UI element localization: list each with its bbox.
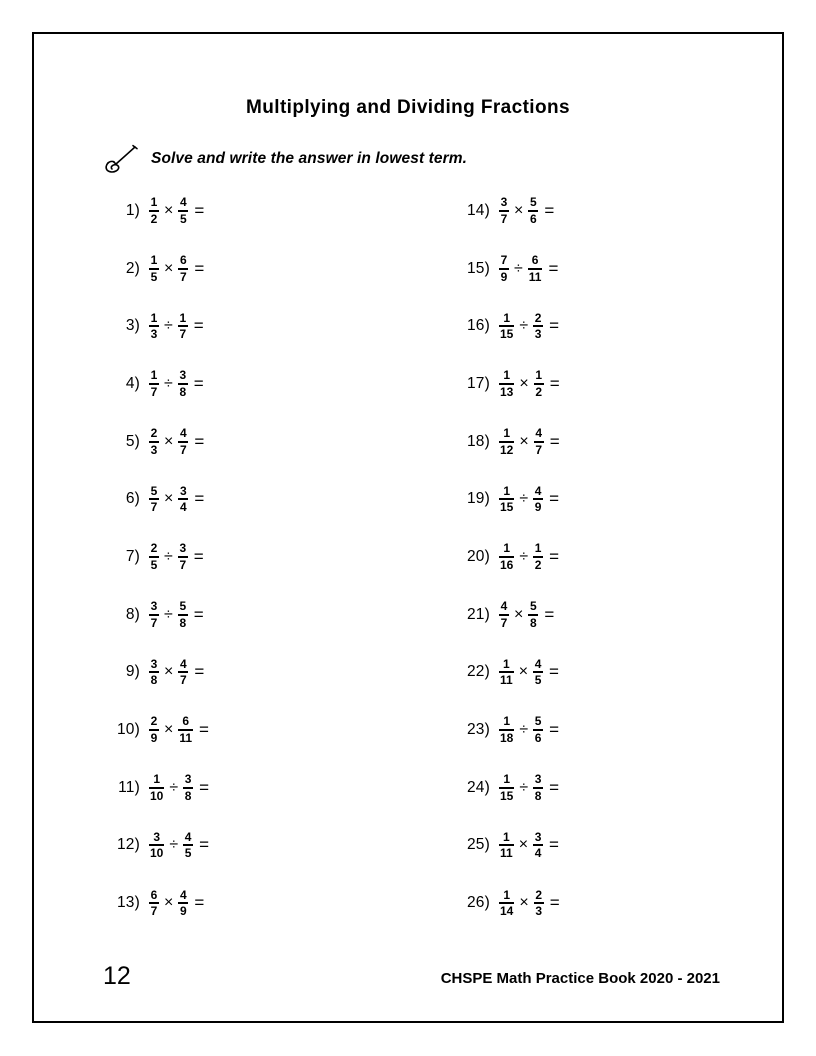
fraction-first	[149, 542, 159, 571]
problem-row	[448, 759, 560, 817]
problem-row	[448, 644, 560, 702]
fraction-first-numerator: 1	[503, 310, 511, 325]
operator-sign: ×	[164, 663, 174, 681]
problem-row	[448, 355, 560, 413]
fraction-second-denominator: 7	[180, 442, 187, 457]
equals-sign: =	[199, 835, 210, 855]
fraction-first-numerator: 3	[500, 195, 508, 210]
fraction-first	[499, 312, 514, 341]
fraction-second-denominator: 2	[534, 557, 542, 572]
fraction-first-numerator: 1	[150, 252, 158, 267]
problem-row	[98, 355, 209, 413]
fraction-first	[149, 254, 159, 283]
fraction-second	[178, 658, 188, 687]
fraction-first	[499, 485, 514, 514]
operator-sign: ÷	[164, 547, 173, 565]
fraction-first-denominator: 15	[500, 500, 514, 515]
fraction-second	[183, 831, 193, 860]
problem-number: 1)	[125, 201, 140, 219]
operator-sign: ÷	[169, 778, 179, 796]
fraction-second-numerator: 4	[534, 483, 542, 498]
equals-sign: =	[193, 604, 204, 624]
fraction-first-denominator: 15	[500, 327, 514, 342]
fraction-second-numerator: 3	[184, 772, 192, 787]
problem-row	[448, 817, 560, 875]
equals-sign: =	[549, 546, 560, 566]
fraction-second-numerator: 3	[179, 541, 187, 556]
operator-sign: ×	[519, 894, 529, 912]
fraction-first	[149, 773, 164, 802]
fraction-second-denominator: 8	[534, 788, 542, 803]
problem-number: 13)	[116, 894, 140, 912]
problem-number: 7)	[125, 547, 140, 565]
fraction-first	[149, 427, 159, 456]
fraction-second-denominator: 3	[535, 904, 543, 919]
fraction-first-denominator: 11	[500, 673, 513, 688]
problem-number: 23)	[466, 721, 490, 739]
fraction-second-numerator: 4	[180, 426, 187, 440]
fraction-first	[499, 427, 514, 456]
problem-number: 24)	[466, 778, 490, 796]
fraction-second-denominator: 6	[530, 211, 537, 226]
problem-number: 20)	[466, 547, 490, 565]
fraction-first-numerator: 1	[153, 772, 161, 787]
operator-sign: ×	[518, 836, 529, 854]
problems-column-left	[98, 182, 209, 932]
problem-row	[98, 528, 209, 586]
fraction-second-numerator: 5	[534, 714, 542, 729]
fraction-first	[149, 369, 159, 398]
fraction-first	[499, 542, 514, 571]
instruction-row	[104, 144, 467, 174]
fraction-first-denominator: 7	[150, 500, 158, 515]
operator-sign: ×	[514, 201, 524, 219]
problem-row	[98, 701, 209, 759]
operator-sign: ×	[164, 490, 174, 508]
problem-number: 15)	[466, 259, 490, 277]
fraction-second-denominator: 3	[534, 327, 542, 342]
equals-sign: =	[549, 316, 560, 336]
operator-sign: ×	[164, 894, 174, 912]
fraction-second	[533, 542, 543, 571]
problem-number: 25)	[466, 836, 490, 854]
fraction-second-numerator: 6	[182, 714, 190, 729]
equals-sign: =	[549, 720, 560, 740]
fraction-second-numerator: 3	[180, 483, 187, 498]
fraction-second	[533, 773, 543, 802]
fraction-second	[178, 312, 188, 341]
fraction-second-numerator: 6	[180, 252, 187, 267]
operator-sign: ×	[164, 259, 174, 277]
problem-row	[98, 182, 209, 240]
fraction-second	[178, 485, 188, 514]
fraction-second-denominator: 8	[184, 788, 192, 803]
page-title: Multiplying and Dividing Fractions	[246, 97, 570, 118]
fraction-second-denominator: 5	[180, 211, 187, 226]
fraction-first	[149, 312, 159, 341]
fraction-second-denominator: 4	[180, 500, 187, 515]
problem-number: 11)	[118, 778, 140, 796]
problem-row	[98, 759, 209, 817]
fraction-first	[149, 485, 159, 514]
fraction-second-numerator: 5	[530, 599, 537, 614]
equals-sign: =	[194, 200, 205, 220]
fraction-first-denominator: 15	[500, 788, 514, 803]
fraction-second-numerator: 5	[530, 195, 537, 210]
problem-row	[448, 182, 560, 240]
equals-sign: =	[544, 200, 555, 220]
fraction-first-denominator: 12	[500, 442, 514, 457]
fraction-first-numerator: 1	[503, 772, 511, 787]
operator-sign: ÷	[164, 317, 173, 335]
fraction-first-denominator: 2	[150, 211, 158, 226]
writing-hand-icon	[104, 144, 140, 174]
problem-number: 5)	[125, 432, 140, 450]
equals-sign: =	[194, 431, 205, 451]
problem-number: 10)	[116, 721, 140, 739]
problem-number: 3)	[125, 317, 140, 335]
problem-number: 18)	[466, 432, 490, 450]
fraction-first-denominator: 18	[500, 731, 514, 746]
problem-number: 16)	[466, 317, 490, 335]
equals-sign: =	[548, 258, 559, 278]
fraction-second-denominator: 11	[528, 269, 542, 284]
problem-number: 12)	[116, 836, 140, 854]
fraction-first-numerator: 1	[503, 714, 511, 729]
footer-book-title: CHSPE Math Practice Book 2020 - 2021	[440, 970, 720, 987]
fraction-first-denominator: 8	[150, 673, 158, 688]
fraction-second	[178, 427, 188, 456]
fraction-first-denominator: 13	[500, 384, 514, 399]
problem-row	[98, 817, 209, 875]
fraction-first-numerator: 5	[150, 483, 158, 498]
problem-row	[448, 874, 560, 932]
fraction-second-numerator: 2	[535, 887, 543, 902]
fraction-second-numerator: 4	[180, 656, 187, 671]
fraction-second-denominator: 9	[534, 500, 542, 515]
fraction-first-denominator: 10	[150, 788, 164, 803]
equals-sign: =	[549, 777, 560, 797]
fraction-second	[528, 196, 538, 225]
problem-row	[98, 586, 209, 644]
operator-sign: ×	[164, 432, 174, 450]
fraction-second-denominator: 7	[535, 442, 543, 457]
operator-sign: ÷	[169, 836, 179, 854]
problem-number: 22)	[466, 663, 490, 681]
fraction-second-numerator: 4	[534, 656, 542, 671]
fraction-first	[499, 658, 514, 687]
fraction-second-denominator: 7	[179, 327, 187, 342]
problem-row	[448, 701, 560, 759]
fraction-second-numerator: 4	[535, 426, 543, 440]
fraction-second-denominator: 9	[180, 904, 187, 919]
fraction-second-denominator: 11	[179, 731, 193, 746]
fraction-first	[499, 773, 514, 802]
fraction-first-numerator: 1	[503, 829, 510, 844]
fraction-first	[149, 196, 159, 225]
equals-sign: =	[549, 373, 560, 393]
fraction-first-numerator: 7	[500, 252, 508, 267]
fraction-second-numerator: 4	[180, 195, 187, 210]
fraction-first-denominator: 5	[150, 269, 158, 284]
equals-sign: =	[549, 893, 560, 913]
problem-number: 4)	[125, 374, 140, 392]
problem-row	[98, 240, 209, 298]
fraction-second	[528, 600, 538, 629]
fraction-first-numerator: 1	[503, 426, 511, 440]
equals-sign: =	[194, 489, 205, 509]
fraction-first-numerator: 4	[500, 599, 508, 614]
fraction-second	[178, 254, 188, 283]
fraction-second	[533, 831, 543, 860]
fraction-second-denominator: 8	[179, 615, 187, 630]
operator-sign: ×	[518, 663, 529, 681]
problem-row	[448, 586, 560, 644]
fraction-second	[178, 715, 193, 744]
equals-sign: =	[194, 662, 205, 682]
fraction-second-denominator: 6	[534, 731, 542, 746]
fraction-second-denominator: 5	[184, 846, 192, 861]
equals-sign: =	[199, 720, 209, 740]
fraction-second-numerator: 1	[179, 310, 187, 325]
fraction-first-numerator: 1	[150, 310, 158, 325]
problem-number: 8)	[125, 605, 140, 623]
fraction-first	[149, 831, 164, 860]
fraction-second	[533, 485, 543, 514]
fraction-first-numerator: 2	[150, 714, 158, 729]
fraction-first-denominator: 16	[500, 557, 514, 572]
fraction-first-denominator: 10	[150, 846, 164, 861]
fraction-first	[149, 715, 159, 744]
equals-sign: =	[544, 604, 555, 624]
problem-row	[98, 470, 209, 528]
fraction-first-numerator: 2	[150, 541, 158, 556]
fraction-second	[178, 889, 188, 918]
fraction-first-denominator: 14	[500, 904, 514, 919]
equals-sign: =	[549, 431, 560, 451]
fraction-first	[499, 254, 509, 283]
operator-sign: ÷	[164, 605, 173, 623]
fraction-second-denominator: 5	[534, 673, 542, 688]
operator-sign: ×	[514, 605, 524, 623]
fraction-second-numerator: 4	[180, 887, 187, 902]
operator-sign: ÷	[519, 778, 529, 796]
fraction-second-numerator: 3	[534, 772, 542, 787]
problem-row	[448, 240, 560, 298]
problem-number: 2)	[125, 259, 140, 277]
fraction-first	[499, 831, 514, 860]
problem-row	[448, 528, 560, 586]
problem-number: 9)	[125, 663, 140, 681]
fraction-second-numerator: 3	[179, 368, 187, 383]
fraction-first-numerator: 3	[150, 599, 158, 614]
fraction-first-numerator: 1	[150, 195, 158, 210]
fraction-second-numerator: 1	[534, 541, 542, 556]
problem-number: 17)	[466, 374, 490, 392]
fraction-second-numerator: 6	[531, 252, 539, 267]
operator-sign: ÷	[514, 259, 523, 277]
footer-page-number: 12	[103, 962, 131, 990]
fraction-second-denominator: 8	[179, 384, 187, 399]
fraction-first-denominator: 9	[150, 731, 158, 746]
fraction-first-numerator: 1	[503, 483, 511, 498]
fraction-second-numerator: 3	[534, 829, 542, 844]
problem-row	[98, 874, 209, 932]
fraction-first-numerator: 3	[153, 829, 161, 844]
equals-sign: =	[549, 662, 559, 682]
fraction-first-denominator: 3	[150, 442, 158, 457]
fraction-first	[149, 658, 159, 687]
equals-sign: =	[549, 835, 559, 855]
fraction-first-numerator: 1	[503, 368, 511, 383]
fraction-first-denominator: 9	[500, 269, 508, 284]
fraction-second	[533, 715, 543, 744]
fraction-second-denominator: 8	[530, 615, 537, 630]
fraction-first-denominator: 5	[150, 557, 158, 572]
fraction-first-denominator: 7	[500, 615, 508, 630]
problem-number: 21)	[466, 605, 490, 623]
fraction-second	[533, 312, 543, 341]
fraction-first-numerator: 1	[503, 541, 511, 556]
fraction-first-denominator: 7	[500, 211, 508, 226]
equals-sign: =	[193, 373, 204, 393]
fraction-first	[499, 369, 514, 398]
equals-sign: =	[193, 546, 204, 566]
operator-sign: ÷	[519, 317, 529, 335]
operator-sign: ÷	[519, 490, 529, 508]
fraction-first-denominator: 11	[500, 846, 513, 861]
fraction-first	[499, 715, 514, 744]
operator-sign: ×	[164, 721, 174, 739]
problem-row	[448, 297, 560, 355]
fraction-second-denominator: 7	[179, 557, 187, 572]
fraction-second	[183, 773, 193, 802]
fraction-first-numerator: 6	[150, 887, 158, 902]
fraction-second	[534, 427, 544, 456]
problem-row	[448, 470, 560, 528]
equals-sign: =	[194, 258, 205, 278]
operator-sign: ×	[519, 432, 529, 450]
fraction-second	[178, 542, 188, 571]
fraction-second-denominator: 2	[535, 384, 543, 399]
fraction-second-denominator: 7	[180, 269, 187, 284]
fraction-second	[533, 658, 543, 687]
fraction-second	[534, 369, 544, 398]
fraction-second-denominator: 4	[534, 846, 542, 861]
fraction-second	[178, 600, 188, 629]
problem-number: 14)	[466, 201, 490, 219]
operator-sign: ÷	[519, 721, 529, 739]
fraction-first	[149, 600, 159, 629]
operator-sign: ÷	[519, 547, 529, 565]
fraction-first-denominator: 7	[150, 384, 158, 399]
fraction-first	[499, 600, 509, 629]
fraction-first	[499, 889, 514, 918]
problems-column-right	[448, 182, 560, 932]
fraction-first-numerator: 1	[150, 368, 158, 383]
problem-number: 6)	[125, 490, 140, 508]
equals-sign: =	[549, 489, 560, 509]
fraction-second-numerator: 4	[184, 829, 192, 844]
problem-row	[98, 644, 209, 702]
fraction-first	[149, 889, 159, 918]
fraction-second	[178, 196, 188, 225]
problem-row	[98, 413, 209, 471]
problem-number: 19)	[466, 490, 490, 508]
fraction-first-denominator: 7	[150, 904, 158, 919]
fraction-second-numerator: 2	[534, 310, 542, 325]
instruction-text: Solve and write the answer in lowest term.	[151, 150, 468, 167]
problem-number: 26)	[466, 894, 490, 912]
equals-sign: =	[199, 777, 210, 797]
operator-sign: ÷	[164, 374, 173, 392]
fraction-first-numerator: 2	[150, 426, 158, 440]
operator-sign: ×	[519, 374, 529, 392]
fraction-second	[178, 369, 188, 398]
fraction-second-numerator: 5	[179, 599, 187, 614]
fraction-first-numerator: 1	[503, 887, 511, 902]
equals-sign: =	[193, 316, 204, 336]
fraction-first	[499, 196, 509, 225]
fraction-second-numerator: 1	[535, 368, 543, 383]
operator-sign: ×	[164, 201, 174, 219]
equals-sign: =	[194, 893, 205, 913]
fraction-second	[534, 889, 544, 918]
fraction-second	[528, 254, 543, 283]
problem-row	[448, 413, 560, 471]
fraction-first-denominator: 3	[150, 327, 158, 342]
fraction-first-denominator: 7	[150, 615, 158, 630]
fraction-first-numerator: 1	[503, 656, 510, 671]
problem-row	[98, 297, 209, 355]
fraction-second-denominator: 7	[180, 673, 187, 688]
fraction-first-numerator: 3	[150, 656, 158, 671]
